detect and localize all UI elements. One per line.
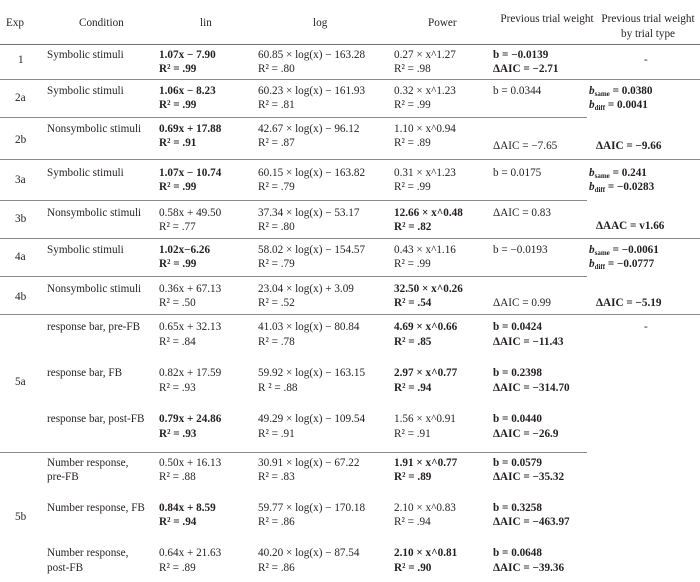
log-5a-post: 49.29 × log(x) − 109.54	[258, 413, 366, 425]
cond-5b-fb: Number response, FB	[47, 502, 145, 514]
type-5a: -	[644, 321, 648, 333]
rule-5a	[0, 452, 587, 453]
type-same-4a: $b_{same} = -0.0061$	[589, 244, 659, 257]
pow-r2-5b-post: R² = .90	[394, 562, 432, 574]
lin-r2-5b-post: R² = .89	[159, 562, 196, 574]
cond-3b: Nonsymbolic stimuli	[47, 207, 142, 219]
header-condition: Condition	[79, 17, 124, 29]
type-same-3a: $b_{same} = 0.241$	[589, 167, 647, 180]
log-r2-5a-pre: R² = .78	[258, 336, 295, 348]
log-5b-fb: 59.77 × log(x) − 170.18	[258, 502, 366, 514]
cond-4b: Nonsymbolic stimuli	[47, 283, 142, 295]
prev-4a: b = −0.0193	[493, 244, 548, 256]
prev-aic-1: ΔAIC = −2.71	[493, 63, 559, 75]
lin-r2-5a-pre: R² = .84	[159, 336, 196, 348]
log-r2-2b: R² = .87	[258, 137, 295, 149]
prev-5b-pre: b = 0.0579	[493, 457, 542, 469]
pow-5a-pre: 4.69 × x^0.66	[394, 321, 458, 333]
log-r2-4b: R² = .52	[258, 297, 295, 309]
cond-5b-pre-2: pre-FB	[47, 471, 79, 483]
lin-r2-5b-pre: R² = .88	[159, 471, 196, 483]
log-r2-4a: R² = .79	[258, 258, 295, 270]
exp-3b: 3b	[15, 213, 27, 225]
prev-3b: ΔAIC = 0.83	[493, 207, 551, 219]
pow-r2-5b-pre: R² = .89	[394, 471, 432, 483]
prev-5a-fb: b = 0.2398	[493, 367, 542, 379]
prev-5b-post: b = 0.0648	[493, 547, 542, 559]
log-3a: 60.15 × log(x) − 163.82	[258, 167, 366, 179]
type-same-2a: $b_{same} = 0.0380$	[589, 85, 653, 98]
header-lin: lin	[200, 17, 212, 29]
exp-5a: 5a	[15, 376, 26, 388]
cond-5a-pre: response bar, pre-FB	[47, 321, 141, 333]
log-4b: 23.04 × log(x) + 3.09	[258, 283, 354, 295]
exp-1: 1	[18, 54, 24, 66]
rule-3a	[0, 200, 587, 201]
prev-5b-fb: b = 0.3258	[493, 502, 542, 514]
exp-3a: 3a	[15, 174, 26, 186]
lin-5b-pre: 0.50x + 16.13	[159, 457, 222, 469]
type-diff-2a: $b_{diff} = 0.0041$	[589, 99, 648, 112]
rule-3b	[0, 238, 700, 239]
pow-r2-1: R² = .98	[394, 63, 431, 75]
pow-4b: 32.50 × x^0.26	[394, 283, 463, 295]
cond-5b-pre: Number response,	[47, 457, 129, 469]
log-1: 60.85 × log(x) − 163.28	[258, 49, 366, 61]
lin-4a: 1.02x−6.26	[159, 244, 211, 256]
cond-4a: Symbolic stimuli	[47, 244, 124, 256]
header-power: Power	[428, 17, 457, 29]
cond-5a-post: response bar, post-FB	[47, 413, 145, 425]
cond-2b: Nonsymbolic stimuli	[47, 123, 142, 135]
cond-1: Symbolic stimuli	[47, 49, 124, 61]
pow-r2-2b: R² = .89	[394, 137, 431, 149]
pow-r2-3b: R² = .82	[394, 221, 432, 233]
header-prev-weight-type: Previous trial weight by trial type	[601, 13, 695, 40]
lin-3a: 1.07x − 10.74	[159, 167, 222, 179]
pow-3a: 0.31 × x^1.23	[394, 167, 456, 179]
lin-3b: 0.58x + 49.50	[159, 207, 222, 219]
exp-2b: 2b	[15, 134, 27, 146]
log-r2-5a-post: R² = .91	[258, 428, 295, 440]
pow-r2-4a: R² = .99	[394, 258, 431, 270]
cond-5b-post-2: post-FB	[47, 562, 84, 574]
rule-1	[0, 79, 700, 80]
log-5a-pre: 41.03 × log(x) − 80.84	[258, 321, 360, 333]
type-3b: ΔAAC = v1.66	[596, 220, 665, 232]
prev-3a: b = 0.0175	[493, 167, 542, 179]
pow-r2-2a: R² = .99	[394, 99, 431, 111]
pow-r2-5a-fb: R² = .94	[394, 382, 432, 394]
prev-1: b = −0.0139	[493, 49, 549, 61]
lin-5b-fb: 0.84x + 8.59	[159, 502, 216, 514]
lin-r2-3a: R² = .99	[159, 181, 197, 193]
header-exp: Exp	[6, 17, 25, 29]
header-log: log	[313, 17, 328, 29]
lin-5a-fb: 0.82x + 17.59	[159, 367, 222, 379]
prev-4b: ΔAIC = 0.99	[493, 297, 551, 309]
prev-2a: b = 0.0344	[493, 85, 542, 97]
pow-r2-5a-pre: R² = .85	[394, 336, 432, 348]
cond-3a: Symbolic stimuli	[47, 167, 124, 179]
prev-aic-5a-fb: ΔAIC = −314.70	[493, 382, 570, 394]
type-1: -	[644, 54, 648, 66]
pow-5a-post: 1.56 × x^0.91	[394, 413, 456, 425]
type-4b: ΔAIC = −5.19	[596, 297, 662, 309]
pow-2b: 1.10 × x^0.94	[394, 123, 456, 135]
log-5b-pre: 30.91 × log(x) − 67.22	[258, 457, 360, 469]
log-4a: 58.02 × log(x) − 154.57	[258, 244, 366, 256]
log-5b-post: 40.20 × log(x) − 87.54	[258, 547, 360, 559]
rule-header	[0, 44, 700, 45]
log-r2-5a-fb: R ² = .88	[258, 382, 298, 394]
prev-aic-5b-fb: ΔAIC = −463.97	[493, 516, 570, 528]
cond-2a: Symbolic stimuli	[47, 85, 124, 97]
cond-5a-fb: response bar, FB	[47, 367, 123, 379]
type-diff-4a: $b_{diff} = -0.0777$	[589, 258, 655, 271]
lin-r2-5a-post: R² = .93	[159, 428, 197, 440]
rule-2a	[0, 117, 587, 118]
pow-5b-post: 2.10 × x^0.81	[394, 547, 458, 559]
pow-5a-fb: 2.97 × x^0.77	[394, 367, 458, 379]
lin-1: 1.07x − 7.90	[159, 49, 216, 61]
pow-2a: 0.32 × x^1.23	[394, 85, 456, 97]
pow-5b-pre: 1.91 × x^0.77	[394, 457, 458, 469]
lin-5a-pre: 0.65x + 32.13	[159, 321, 222, 333]
log-r2-1: R² = .80	[258, 63, 295, 75]
log-2b: 42.67 × log(x) − 96.12	[258, 123, 360, 135]
lin-r2-2b: R² = .91	[159, 137, 197, 149]
exp-2a: 2a	[15, 92, 26, 104]
rule-4b	[0, 314, 700, 315]
pow-1: 0.27 × x^1.27	[394, 49, 456, 61]
pow-3b: 12.66 × x^0.48	[394, 207, 463, 219]
pow-r2-3a: R² = .99	[394, 181, 431, 193]
lin-r2-1: R² = .99	[159, 63, 197, 75]
header-prev-weight: Previous trial weight	[500, 13, 594, 25]
type-2b: ΔAIC = −9.66	[596, 140, 662, 152]
exp-4a: 4a	[15, 251, 26, 263]
exp-4b: 4b	[15, 291, 27, 303]
lin-5b-post: 0.64x + 21.63	[159, 547, 222, 559]
pow-r2-4b: R² = .54	[394, 297, 432, 309]
log-2a: 60.23 × log(x) − 161.93	[258, 85, 366, 97]
log-r2-3b: R² = .80	[258, 221, 295, 233]
prev-5a-pre: b = 0.0424	[493, 321, 542, 333]
pow-4a: 0.43 × x^1.16	[394, 244, 456, 256]
lin-2a: 1.06x − 8.23	[159, 85, 216, 97]
lin-r2-4b: R² = .50	[159, 297, 196, 309]
pow-5b-fb: 2.10 × x^0.83	[394, 502, 456, 514]
prev-aic-5b-post: ΔAIC = −39.36	[493, 562, 565, 574]
log-r2-2a: R² = .81	[258, 99, 295, 111]
prev-2b: ΔAIC = −7.65	[493, 140, 558, 152]
lin-2b: 0.69x + 17.88	[159, 123, 222, 135]
pow-r2-5a-post: R² = .91	[394, 428, 431, 440]
log-5a-fb: 59.92 × log(x) − 163.15	[258, 367, 366, 379]
pow-r2-5b-fb: R² = .94	[394, 516, 431, 528]
lin-r2-2a: R² = .99	[159, 99, 197, 111]
log-r2-3a: R² = .79	[258, 181, 295, 193]
prev-aic-5b-pre: ΔAIC = −35.32	[493, 471, 565, 483]
log-3b: 37.34 × log(x) − 53.17	[258, 207, 360, 219]
log-r2-5b-post: R² = .86	[258, 562, 295, 574]
lin-5a-post: 0.79x + 24.86	[159, 413, 222, 425]
exp-5b: 5b	[15, 511, 27, 523]
rule-2b	[0, 159, 700, 160]
lin-r2-5b-fb: R² = .94	[159, 516, 197, 528]
rule-4a	[0, 276, 587, 277]
lin-4b: 0.36x + 67.13	[159, 283, 222, 295]
lin-r2-3b: R² = .77	[159, 221, 196, 233]
prev-5a-post: b = 0.0440	[493, 413, 542, 425]
lin-r2-4a: R² = .99	[159, 258, 197, 270]
lin-r2-5a-fb: R² = .93	[159, 382, 196, 394]
log-r2-5b-fb: R² = .86	[258, 516, 295, 528]
cond-5b-post: Number response,	[47, 547, 129, 559]
prev-aic-5a-pre: ΔAIC = −11.43	[493, 336, 564, 348]
type-diff-3a: $b_{diff} = -0.0283$	[589, 181, 655, 194]
log-r2-5b-pre: R² = .83	[258, 471, 295, 483]
prev-aic-5a-post: ΔAIC = −26.9	[493, 428, 559, 440]
